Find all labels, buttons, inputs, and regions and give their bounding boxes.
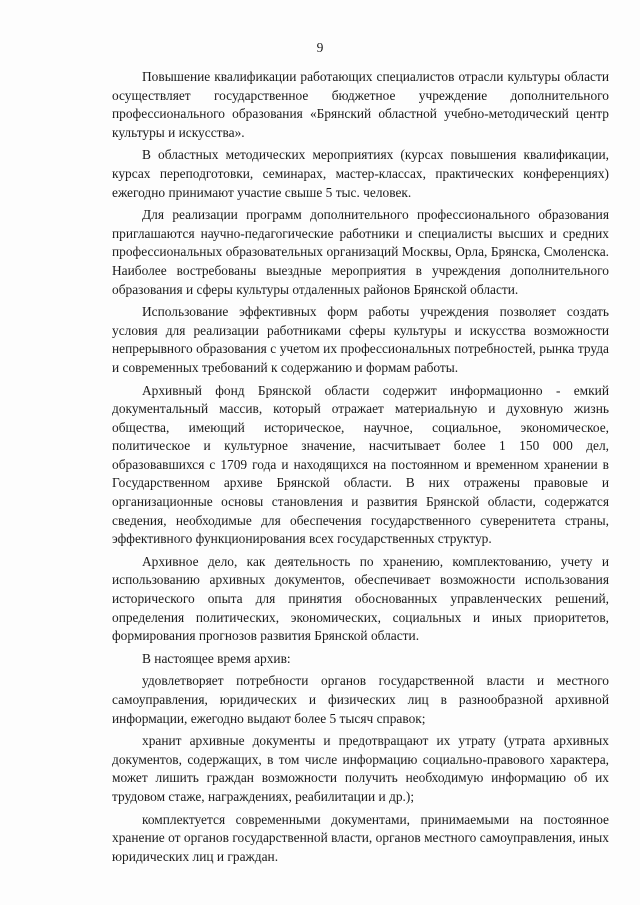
list-item-stores-documents: хранит архивные документы и предотвращают их утрату (утрата архивных документов, содержащих, в том числе информацию социально-правового характера, может лишить граждан возможности получить необходимую информацию об их трудовом стаже, награждениях, реабилитации и др.); (112, 733, 609, 804)
paragraph-effective-forms: Использование эффективных форм работы учреждения позволяет создать условия для реализации работниками сферы культуры и искусства возможности непрерывного образования с учетом их профессиональных потребностей, рынка труда и современных требований к содержанию и формам работы. (112, 304, 609, 375)
paragraph-qualification: Повышение квалификации работающих специалистов отрасли культуры области осуществляет государственное бюджетное учреждение дополнительного профессионального образования «Брянский областной учебно-методический центр культуры и искусства». (112, 69, 609, 140)
paragraph-archive-affairs: Архивное дело, как деятельность по хранению, комплектованию, учету и использованию архивных документов, обеспечивает возможности использования исторического опыта для принятия обоснованных управленческих решений, определения политических, экономических, социальных и иных приоритетов, формирования прогнозов развития Брянской области. (112, 553, 609, 644)
page-number: 9 (316, 40, 324, 55)
paragraph-methodical-events: В областных методических мероприятиях (курсах повышения квалификации, курсах переподготовки, семинарах, мастер-классах, практических конференциях) ежегодно принимают участие свыше 5 тыс. человек. (112, 147, 609, 200)
paragraph-archive-fund: Архивный фонд Брянской области содержит информационно - емкий документальный массив, который отражает материальную и духовную жизнь общества, имеющий историческое, научное, социальное, экономическое, политическое и культурное значение, насчитывает более 1 150 000 дел, образовавшихся с 1709 года и находящихся на постоянном и временном хранении в Государственном архиве Брянской области. В них отражены правовые и организационные основы становления и развития Брянской области, содержатся сведения, необходимые для обеспечения государственного суверенитета страны, эффективного функционирования всех государственных структур. (112, 382, 609, 547)
paragraph-program-implementation: Для реализации программ дополнительного профессионального образования приглашаются научно-педагогические работники и специалисты высших и средних профессиональных образовательных организаций Москвы, Орла, Брянска, Смоленска. Наиболее востребованы выездные мероприятия в учреждения дополнительного образования и сферы культуры отдаленных районов Брянской области. (112, 207, 609, 297)
list-item-satisfies-needs: удовлетворяет потребности органов государственной власти и местного самоуправления, юридических и физических лиц в разнообразной архивной информации, ежегодно выдают более 5 тысяч справок; (112, 673, 609, 726)
document-body (112, 68, 609, 870)
paragraph-archive-intro: В настоящее время архив: (142, 650, 291, 666)
list-item-acquires-documents: комплектуется современными документами, принимаемыми на постоянное хранение от органов государственной власти, органов местного самоуправления, иных юридических лиц и граждан. (112, 811, 609, 864)
